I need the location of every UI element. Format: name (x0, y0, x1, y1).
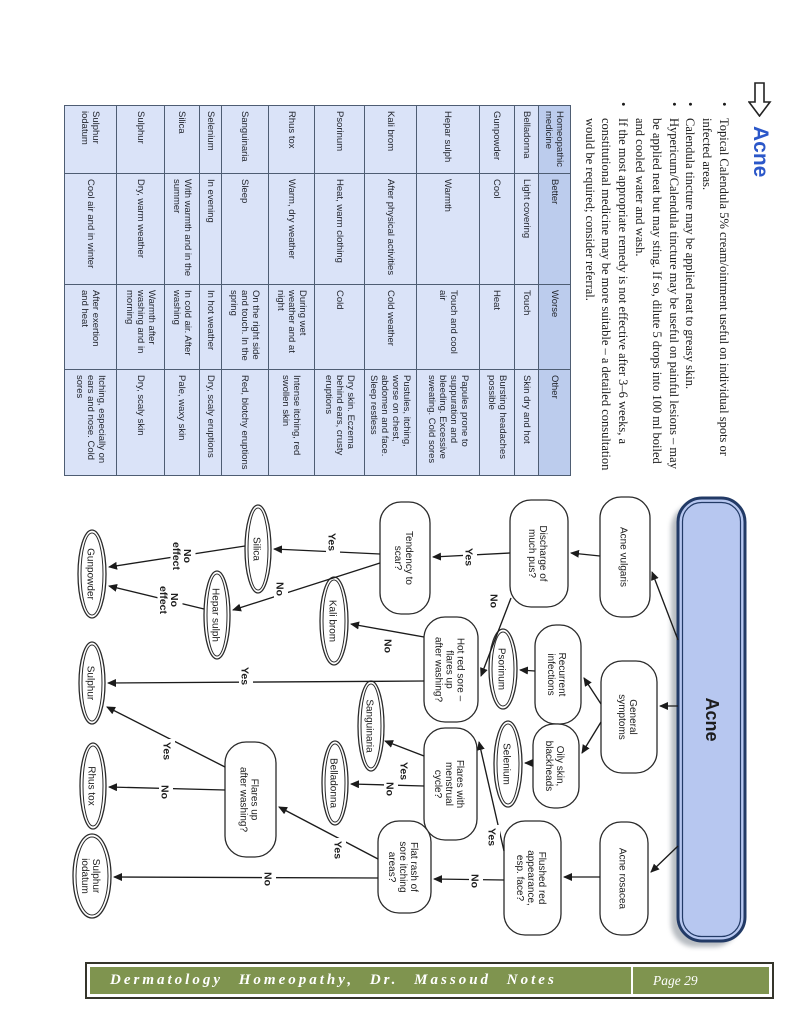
table-row (165, 106, 200, 476)
flow-edge-recurrent-infections-psorinum (520, 670, 535, 671)
cell-worse: In hot weather (200, 285, 222, 370)
table-row (200, 106, 222, 476)
table-row (315, 106, 365, 476)
flow-edge-flares-menstrual-sanguinaria (385, 741, 424, 756)
column-header: Better (539, 174, 571, 285)
svg-text:No: No (468, 874, 481, 888)
svg-text:Selenium: Selenium (500, 743, 512, 785)
svg-text:Noeffect: Noeffect (170, 541, 193, 571)
svg-text:No: No (383, 782, 396, 796)
cell-better: Light covering (515, 174, 539, 285)
svg-text:Recurrentinfections: Recurrentinfections (545, 652, 567, 697)
flow-edge-label-hot-red-sore-kali-brom (382, 637, 397, 655)
svg-text:Hepar sulph: Hepar sulph (209, 588, 221, 642)
svg-text:Silica: Silica (250, 537, 262, 561)
svg-text:No: No (381, 639, 394, 653)
flow-node-gunpowder (78, 530, 106, 618)
flow-edge-label-discharge-pus-tendency-to-scar (463, 545, 478, 569)
table-row (269, 106, 315, 476)
cell-better: Dry, warm weather (117, 174, 165, 285)
table-header-row (539, 106, 571, 476)
cell-medicine: Hepar sulph (417, 106, 480, 174)
svg-text:Discharge ofmuch pus?: Discharge ofmuch pus? (526, 525, 548, 582)
svg-text:Generalsymptoms: Generalsymptoms (616, 694, 638, 740)
flow-edge-hot-red-sore-kali-brom (351, 624, 424, 637)
cell-other: Pale, waxy skin (165, 370, 200, 476)
svg-text:Yes: Yes (160, 741, 173, 761)
cell-medicine: Belladonna (515, 106, 539, 174)
svg-text:Yes: Yes (331, 840, 344, 860)
flow-edge-label-hepar-sulph-gunpowder (157, 579, 183, 621)
svg-text:Yes: Yes (325, 532, 338, 552)
cell-medicine: Selenium (200, 106, 222, 174)
cell-other: Bursting headaches possible (480, 370, 515, 476)
svg-text:Acne rosacea: Acne rosacea (616, 847, 628, 910)
cell-better: Heat, warm clothing (315, 174, 365, 285)
svg-text:Sanguinaria: Sanguinaria (363, 699, 375, 753)
flow-edge-flat-rash-sulphur-iodatum (114, 877, 378, 878)
cell-medicine: Sanguinaria (222, 106, 269, 174)
flow-node-discharge-pus (510, 500, 568, 607)
flow-edge-label-flares-up-washing-sulphur (161, 739, 176, 763)
cell-worse: Touch and cool air (417, 285, 480, 370)
flow-edge-label-flushed-red-flares-menstrual (486, 825, 501, 849)
column-header: Other (539, 370, 571, 476)
flow-edge-acne-vulgaris-discharge-pus (571, 553, 600, 556)
table-row (480, 106, 515, 476)
footer-title: Dermatology Homeopathy, Dr. Massoud Notes (110, 972, 557, 988)
cell-other: Red, blotchy eruptions (222, 370, 269, 476)
flow-edge-hot-red-sore-sulphur (108, 681, 424, 683)
cell-medicine: Psorinum (315, 106, 365, 174)
flow-edge-general-symptoms-recurrent-infections (584, 678, 601, 704)
svg-text:Flushed redappearance,esp. fac: Flushed redappearance,esp. face? (514, 850, 547, 906)
svg-text:Tendency toscar?: Tendency toscar? (392, 531, 414, 585)
cell-other: Skin dry and hot (515, 370, 539, 476)
flow-edge-label-flares-menstrual-belladonna (384, 780, 399, 798)
flow-node-rhus-tox (80, 743, 106, 829)
bullet-text: Hypericum/Calendula tincture may be useful on painful lesions – may be applied neat but may sting. If so, dilute 5 drops into 100 ml boiled and cooled water and wash. (633, 118, 681, 469)
cell-other: Papules prone to suppuration and bleeding. Excessive sweating. Cold sores (417, 370, 480, 476)
page-title: Acne (749, 126, 772, 178)
footer-bar (90, 967, 769, 994)
flow-edge-label-flares-up-washing-rhus-tox (159, 783, 174, 801)
cell-better: Cool (480, 174, 515, 285)
cell-medicine: Gunpowder (480, 106, 515, 174)
svg-text:Rhus tox: Rhus tox (85, 766, 97, 806)
svg-text:Yes: Yes (462, 547, 475, 567)
column-header: Homeopathic medicine (539, 106, 571, 174)
flow-edge-label-flat-rash-sulphur-iodatum (262, 870, 277, 888)
svg-text:Sulphuriodatum: Sulphuriodatum (79, 858, 101, 894)
cell-medicine: Sulphur (117, 106, 165, 174)
cell-other: Itching, especially on ears and nose. Cold sores (65, 370, 117, 476)
flow-edge-hepar-sulph-gunpowder (109, 586, 204, 609)
flow-node-recurrent-infections (535, 625, 581, 724)
cell-better: In evening (200, 174, 222, 285)
flow-edge-label-silica-gunpowder (170, 535, 196, 577)
bullet-dot: • (616, 102, 631, 107)
bullet-text: If the most appropriate remedy is not effective after 3–6 weeks, a constitutional medicine may be more suitable – a detailed consultation would be required; consider referral. (582, 118, 631, 471)
remedy-table (64, 105, 571, 476)
bullet-text: Topical Calendula 5% cream/ointment useful on individual spots or infected areas. (700, 118, 731, 456)
cell-worse: Touch (515, 285, 539, 370)
flow-node-acne-vulgaris (600, 497, 650, 617)
flow-edge-label-discharge-pus-hot-red-sore (488, 592, 503, 610)
cell-other: Intense itching, red swollen skin (269, 370, 315, 476)
cell-worse: Cold (315, 285, 365, 370)
flow-node-flares-up-washing (225, 742, 276, 857)
svg-text:Flares upafter washing?: Flares upafter washing? (237, 766, 260, 833)
flow-node-tendency-to-scar (380, 502, 430, 614)
table-row (365, 106, 417, 476)
flow-node-belladonna (322, 741, 348, 825)
svg-text:Hot red sore –flares upafter w: Hot red sore –flares upafter washing? (432, 636, 466, 703)
svg-text:Yes: Yes (397, 761, 410, 781)
svg-text:Belladonna: Belladonna (327, 757, 339, 809)
cell-other: Dry, scaly eruptions (200, 370, 222, 476)
table-row (515, 106, 539, 476)
cell-better: After physical activities (365, 174, 417, 285)
flow-node-flares-menstrual (424, 728, 477, 840)
cell-worse: Cold weather (365, 285, 417, 370)
cell-medicine: Silica (165, 106, 200, 174)
flow-node-sanguinaria (358, 681, 384, 771)
table-row (222, 106, 269, 476)
svg-text:Acne vulgaris: Acne vulgaris (617, 526, 629, 588)
flow-node-acne-rosacea (600, 822, 648, 935)
cell-better: Warmth (417, 174, 480, 285)
flow-node-hepar-sulph (204, 571, 230, 659)
svg-text:Flares withmenstrualcycle?: Flares withmenstrualcycle? (432, 759, 465, 809)
svg-text:Yes: Yes (238, 666, 251, 686)
svg-text:No: No (158, 785, 171, 799)
flow-node-silica (245, 505, 271, 593)
section-heading (748, 82, 772, 177)
flow-edge-label-flat-rash-flares-up-washing (332, 838, 347, 862)
flow-node-general-symptoms (601, 661, 657, 773)
svg-text:Gunpowder: Gunpowder (84, 548, 96, 600)
cell-worse: In cold air. After washing (165, 285, 200, 370)
svg-text:Yes: Yes (485, 827, 498, 847)
svg-text:No: No (261, 872, 274, 886)
svg-text:Kali brom: Kali brom (326, 599, 338, 643)
flow-edge-label-tendency-to-scar-hepar-sulph (274, 580, 289, 598)
page-number: Page 29 (653, 972, 698, 988)
bullet-dot: • (717, 102, 731, 107)
flow-node-oily-skin (533, 724, 579, 808)
cell-better: Cool air and in winter (65, 174, 117, 285)
cell-medicine: Kali brom (365, 106, 417, 174)
bullet-dot: • (683, 102, 698, 107)
svg-text:Sulphur: Sulphur (84, 665, 96, 701)
svg-text:No: No (273, 582, 286, 596)
cell-better: Warm, dry weather (269, 174, 315, 285)
cell-medicine: Rhus tox (269, 106, 315, 174)
flow-node-sulphur (79, 642, 105, 724)
cell-medicine: Sulphur iodatum (65, 106, 117, 174)
cell-better: Sleep (222, 174, 269, 285)
svg-text:No: No (487, 594, 500, 608)
svg-text:Noeffect: Noeffect (157, 585, 180, 615)
svg-text:Psorinum: Psorinum (495, 647, 507, 691)
svg-text:Oily skin,blackheads: Oily skin,blackheads (543, 740, 565, 792)
page-footer (85, 962, 774, 999)
table-row (65, 106, 117, 476)
flow-edge-general-symptoms-oily-skin (582, 722, 601, 753)
flow-edge-label-flushed-red-flat-rash (469, 872, 484, 890)
cell-worse: After exertion and heat (65, 285, 117, 370)
flowchart (62, 430, 762, 955)
flow-node-sulphur-iodatum (73, 834, 111, 918)
cell-other: Dry, scaly skin (117, 370, 165, 476)
flow-node-hot-red-sore (424, 617, 478, 722)
flow-edge-label-tendency-to-scar-silica (326, 530, 341, 554)
svg-text:Acne: Acne (702, 697, 722, 742)
flow-edge-label-flares-menstrual-sanguinaria (398, 759, 413, 783)
cell-worse: Warmth after washing and in morning (117, 285, 165, 370)
bullet-dot: • (666, 102, 681, 107)
column-header: Worse (539, 285, 571, 370)
cell-better: With warmth and in the summer (165, 174, 200, 285)
table-row (117, 106, 165, 476)
cell-worse: Heat (480, 285, 515, 370)
cell-worse: During wet weather and at night (269, 285, 315, 370)
landscape-content (32, 0, 792, 950)
flow-node-kali-brom (320, 577, 348, 665)
flow-node-flushed-red (504, 821, 561, 935)
right-block-arrow-icon (748, 82, 772, 117)
flow-node-flat-rash (378, 821, 431, 913)
flow-node-selenium (494, 721, 522, 807)
cell-worse: On the right side and touch. In the spring (222, 285, 269, 370)
flow-node-psorinum (489, 629, 517, 709)
svg-text:Flat rash ofsore itchingareas?: Flat rash ofsore itchingareas? (386, 841, 419, 893)
table-row (417, 106, 480, 476)
cell-other: Dry skin. Eczema behind ears, crusty eruptions (315, 370, 365, 476)
bullet-text: Calendula tincture may be applied neat to greasy skin. (683, 118, 698, 390)
cell-other: Pustules, itching, worse on chest, abdomen and face. Sleep restless (365, 370, 417, 476)
flow-edge-label-hot-red-sore-sulphur (239, 664, 254, 688)
